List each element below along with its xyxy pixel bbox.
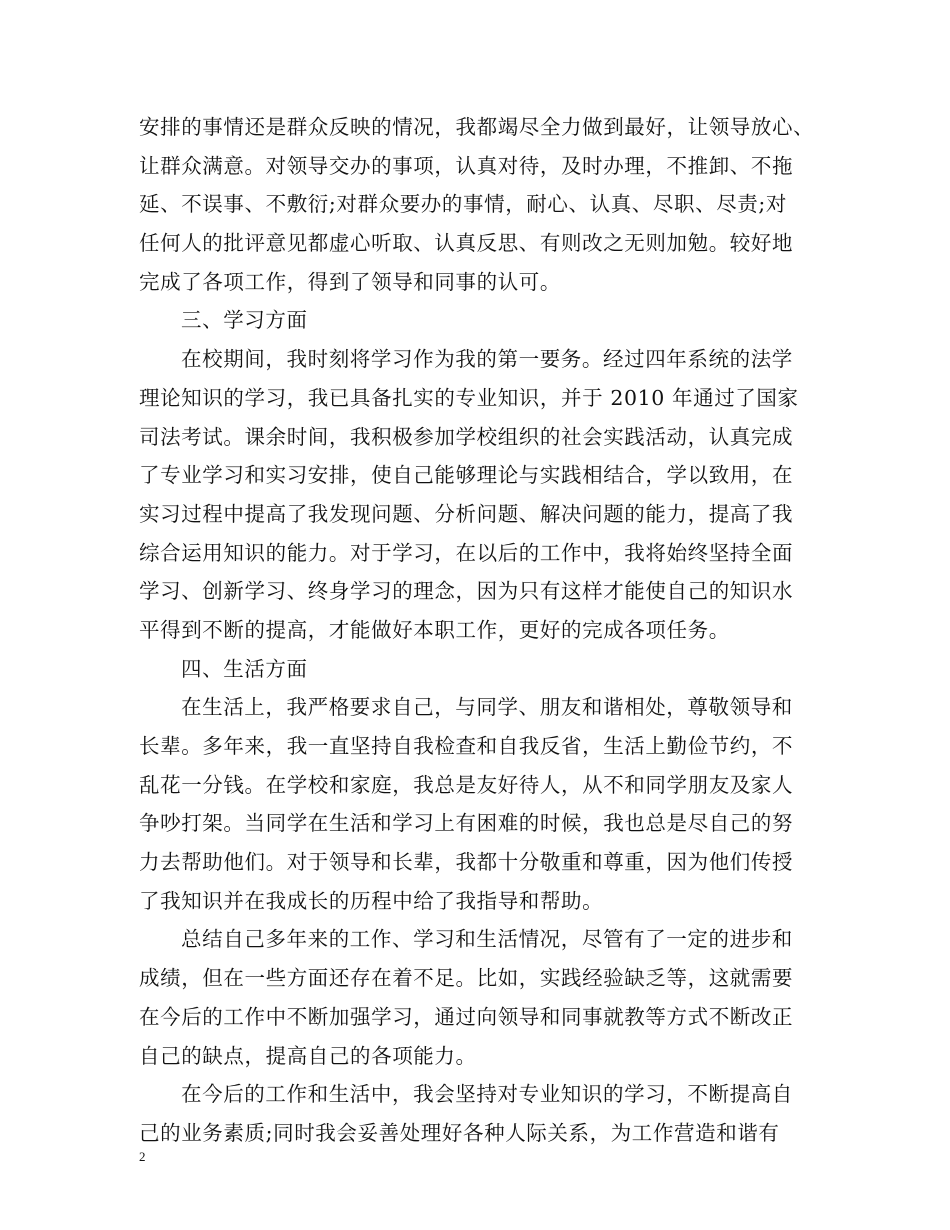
text-line: 力去帮助他们。对于领导和长辈，我都十分敬重和尊重，因为他们传授 [139, 850, 794, 875]
text-line: 完成了各项工作，得到了领导和同事的认可。 [139, 269, 561, 294]
text-line: 实习过程中提高了我发现问题、分析问题、解决问题的能力，提高了我 [139, 501, 794, 526]
document-body [139, 108, 829, 1153]
text-line: 总结自己多年来的工作、学习和生活情况，尽管有了一定的进步和 [181, 927, 793, 952]
text-line: 了专业学习和实习安排，使自己能够理论与实践相结合，学以致用，在 [139, 463, 794, 488]
text-line: 安排的事情还是群众反映的情况，我都竭尽全力做到最好，让领导放心、 [139, 115, 815, 139]
text-line: 学习、创新学习、终身学习的理念，因为只有这样才能使自己的知识水 [139, 579, 794, 604]
page-number: 2 [139, 1149, 146, 1164]
text-line: 平得到不断的提高，才能做好本职工作，更好的完成各项任务。 [139, 617, 730, 642]
text-line: 己的业务素质;同时我会妥善处理好各种人际关系，为工作营造和谐有 [139, 1120, 780, 1145]
text-line: 让群众满意。对领导交办的事项，认真对待，及时办理，不推卸、不拖 [139, 153, 794, 178]
text-line: 在今后的工作和生活中，我会坚持对专业知识的学习，不断提高自 [181, 1082, 793, 1107]
text-line: 综合运用知识的能力。对于学习，在以后的工作中，我将始终坚持全面 [139, 540, 794, 565]
text-line: 自己的缺点，提高自己的各项能力。 [139, 1043, 477, 1068]
text-line: 延、不误事、不敷衍;对群众要办的事情，耐心、认真、尽职、尽责;对 [139, 192, 788, 217]
text-line: 理论知识的学习，我已具备扎实的专业知识，并于 2010 年通过了国家 [139, 385, 799, 410]
text-line: 任何人的批评意见都虚心听取、认真反思、有则改之无则加勉。较好地 [139, 231, 794, 256]
text-line: 四、生活方面 [181, 656, 308, 681]
text-line: 在生活上，我严格要求自己，与同学、朋友和谐相处，尊敬领导和 [181, 695, 793, 720]
text-line: 成绩，但在一些方面还存在着不足。比如，实践经验缺乏等，这就需要 [139, 966, 794, 991]
text-line: 了我知识并在我成长的历程中给了我指导和帮助。 [139, 888, 604, 913]
text-line: 长辈。多年来，我一直坚持自我检查和自我反省，生活上勤俭节约，不 [139, 734, 794, 758]
text-line: 乱花一分钱。在学校和家庭，我总是友好待人，从不和同学朋友及家人 [139, 772, 794, 797]
text-line: 三、学习方面 [181, 308, 308, 333]
text-line: 在校期间，我时刻将学习作为我的第一要务。经过四年系统的法学 [181, 347, 793, 372]
text-line: 争吵打架。当同学在生活和学习上有困难的时候，我也总是尽自己的努 [139, 811, 794, 836]
text-line: 在今后的工作中不断加强学习，通过向领导和同事就教等方式不断改正 [139, 1004, 794, 1029]
text-line: 司法考试。课余时间，我积极参加学校组织的社会实践活动，认真完成 [139, 424, 794, 449]
